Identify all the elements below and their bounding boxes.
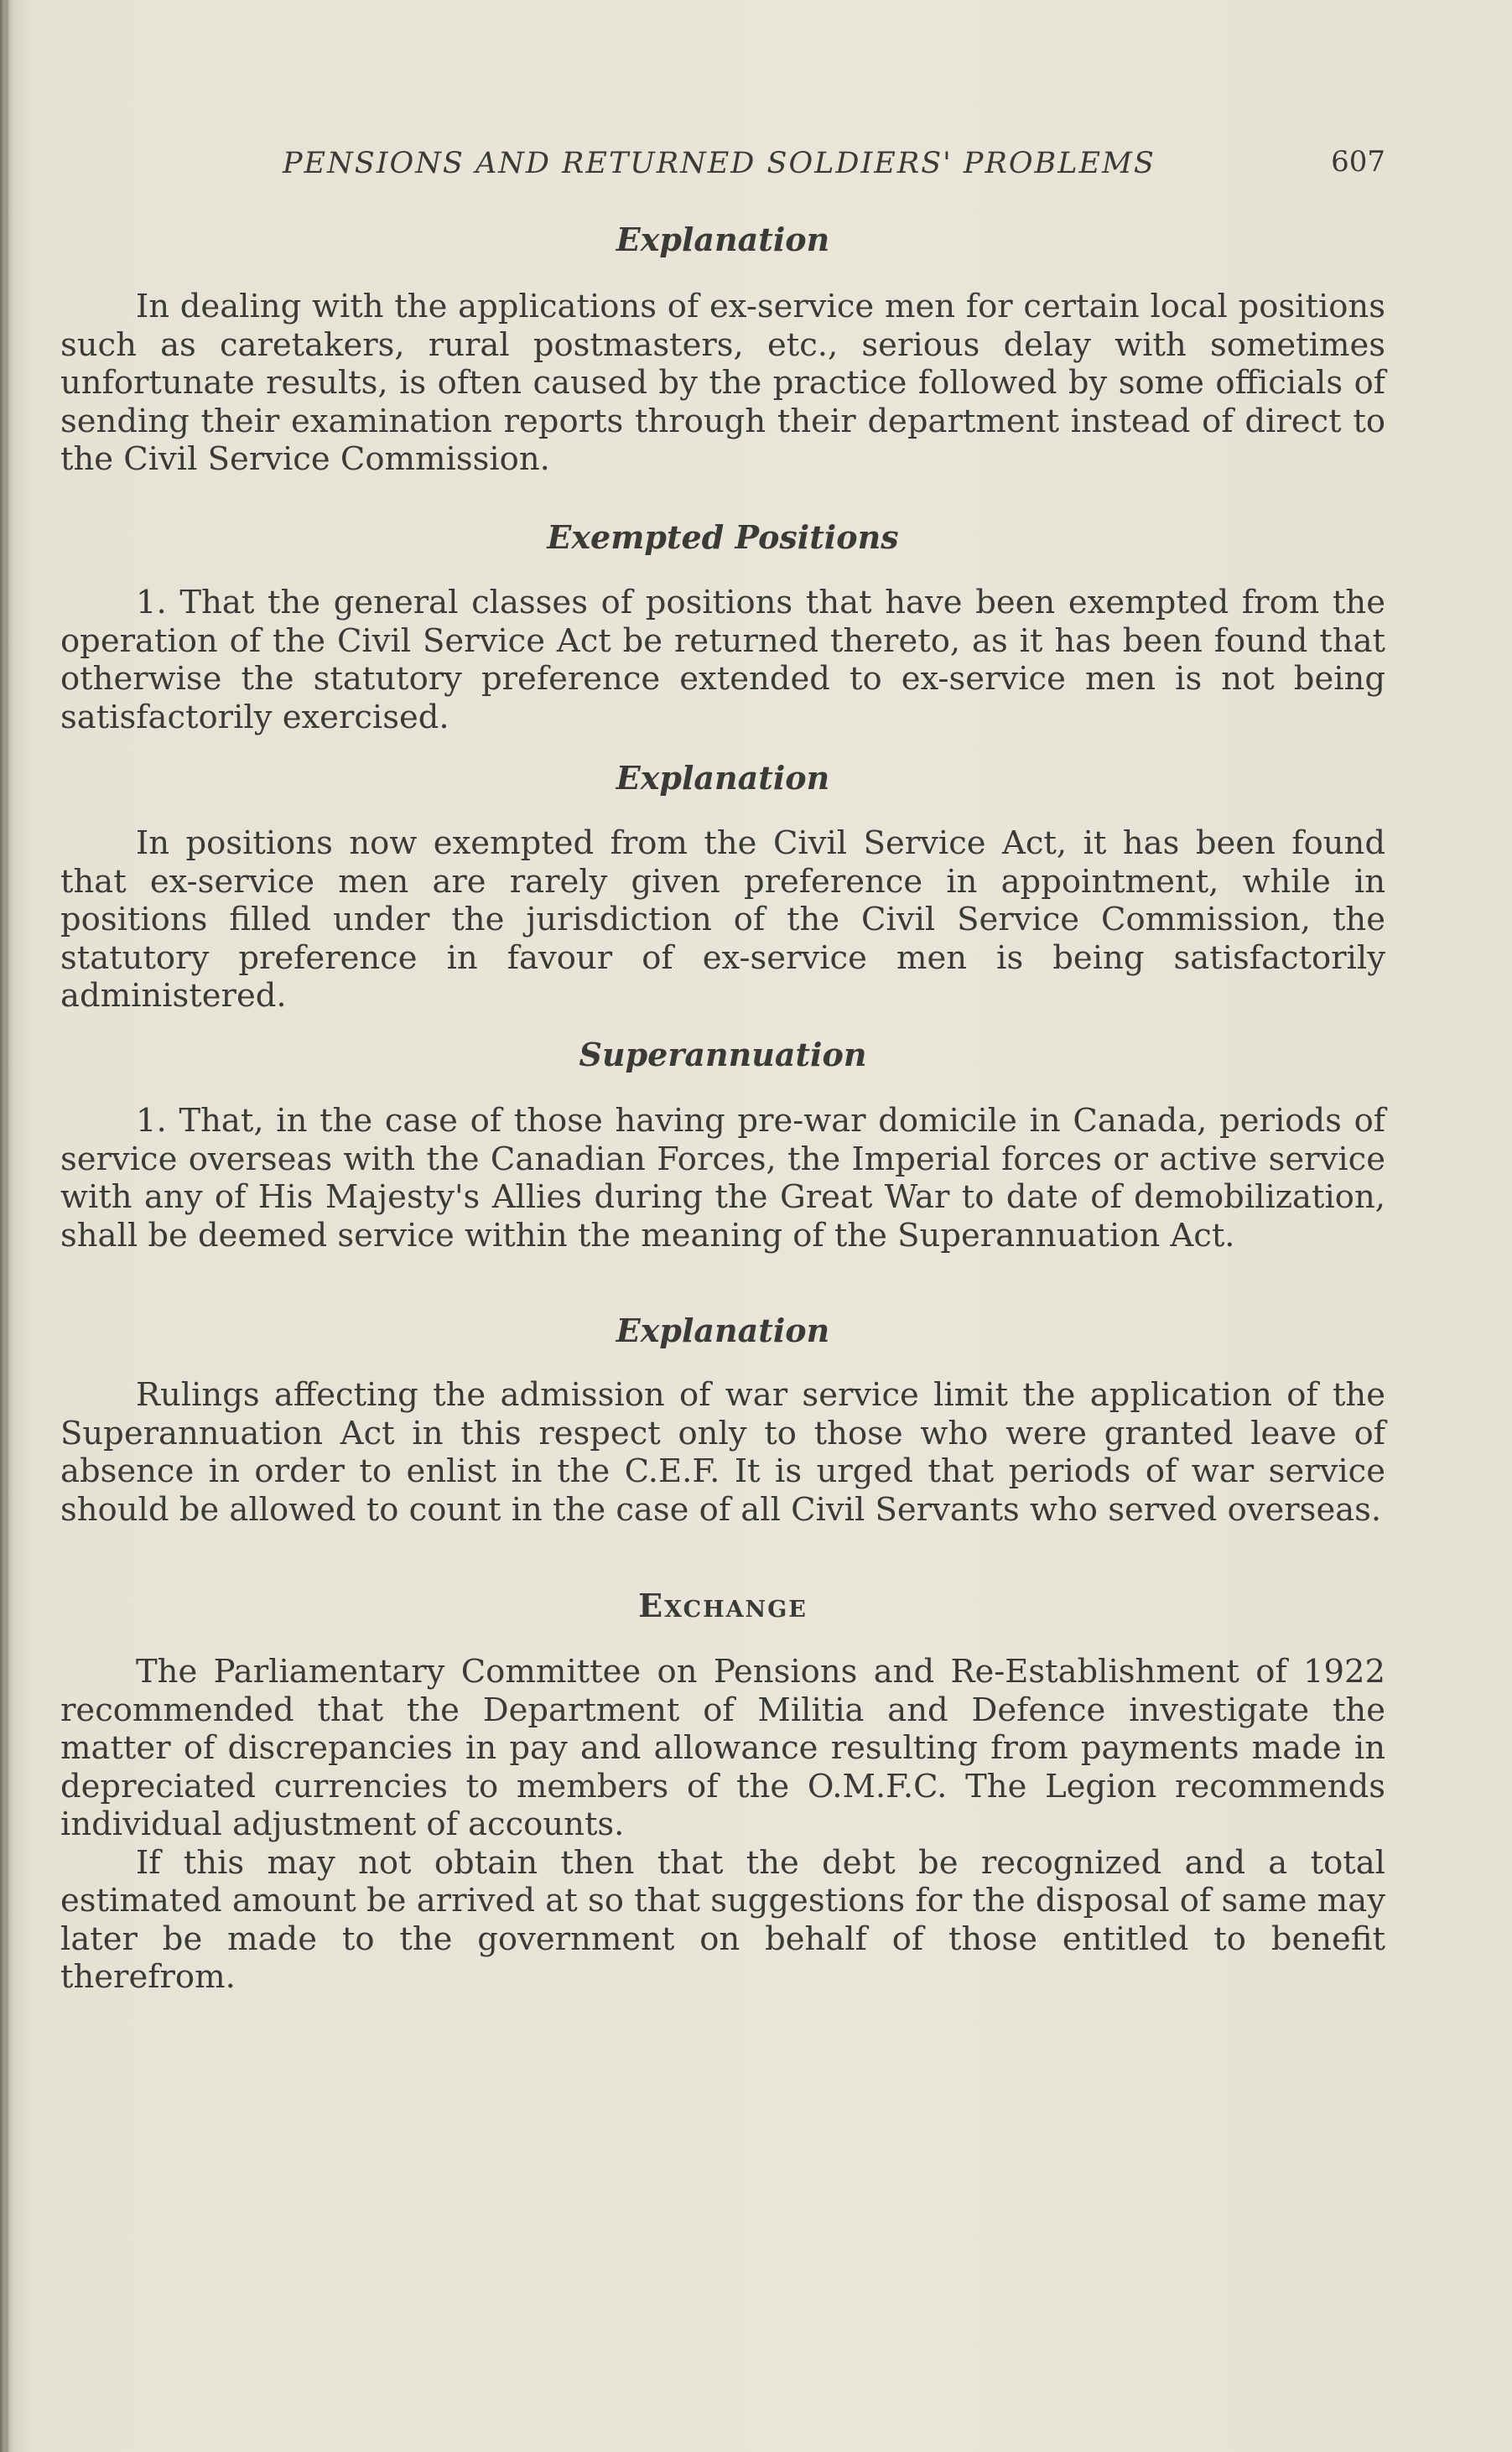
section-paragraph: In dealing with the applications of ex-service men for certain local positions such as caretakers, rural postmasters, etc., serious delay with sometimes unfortunate results, is often caused by the practice followed by some officials of sending their examination reports through their department instead of direct to the Civil Service Commission. — [60, 288, 1385, 478]
section-paragraph: 1. That the general classes of positions that have been exempted from the operation of the Civil Service Act be returned thereto, as it has been found that otherwise the statutory preference extended to ex-service men is not being satisfactorily exercised. — [60, 584, 1385, 736]
section-paragraph: In positions now exempted from the Civil Service Act, it has been found that ex-service men are rarely given preference in appointment, while in positions filled under the jurisdiction of the Civil Service Commission, the statutory preference in favour of ex-service men is being satisfactorily administered. — [60, 824, 1385, 1015]
section-heading: Explanation — [616, 1312, 830, 1349]
section-exchange — [60, 1586, 1385, 1997]
section-heading: Exchange — [638, 1587, 808, 1624]
section-explanation-2 — [60, 758, 1385, 1016]
page-number: 607 — [1331, 145, 1385, 179]
running-head — [60, 147, 1385, 189]
section-paragraph: 1. That, in the case of those having pre-war domicile in Canada, periods of service overseas with the Canadian Forces, the Imperial forces or active service with any of His Majesty's Allies during the Great War to date of demobilization, shall be deemed service within the meaning of the Superannuation Act. — [60, 1102, 1385, 1255]
binding-gutter — [5, 0, 8, 2452]
section-explanation-3 — [60, 1311, 1385, 1529]
section-heading: Explanation — [616, 221, 830, 258]
section-heading: Superannuation — [579, 1036, 867, 1073]
section-exempted-positions — [60, 517, 1385, 736]
section-paragraph: Rulings affecting the admission of war service limit the application of the Superannuation Act in this respect only to those who were granted leave of absence in order to enlist in the C.E.F. It is urged that periods of war service should be allowed to count in the case of all Civil Servants who served overseas. — [60, 1376, 1385, 1529]
running-title: PENSIONS AND RETURNED SOLDIERS' PROBLEMS — [283, 147, 1156, 180]
section-explanation-1 — [60, 220, 1385, 479]
section-paragraph: If this may not obtain then that the debt be recognized and a total estimated amount be arrived at so that suggestions for the disposal of same may later be made to the government on behalf of those entitled to benefit therefrom. — [60, 1843, 1385, 1996]
section-paragraph: The Parliamentary Committee on Pensions and Re-Establishment of 1922 recommended that the Department of Militia and Defence investigate the matter of discrepancies in pay and allowance resulting from payments made in depreciated currencies to members of the O.M.F.C. The Legion recommends individual adjustment of accounts. — [60, 1653, 1385, 1843]
section-heading: Exempted Positions — [547, 518, 899, 556]
section-superannuation — [60, 1035, 1385, 1255]
section-heading: Explanation — [616, 759, 830, 797]
